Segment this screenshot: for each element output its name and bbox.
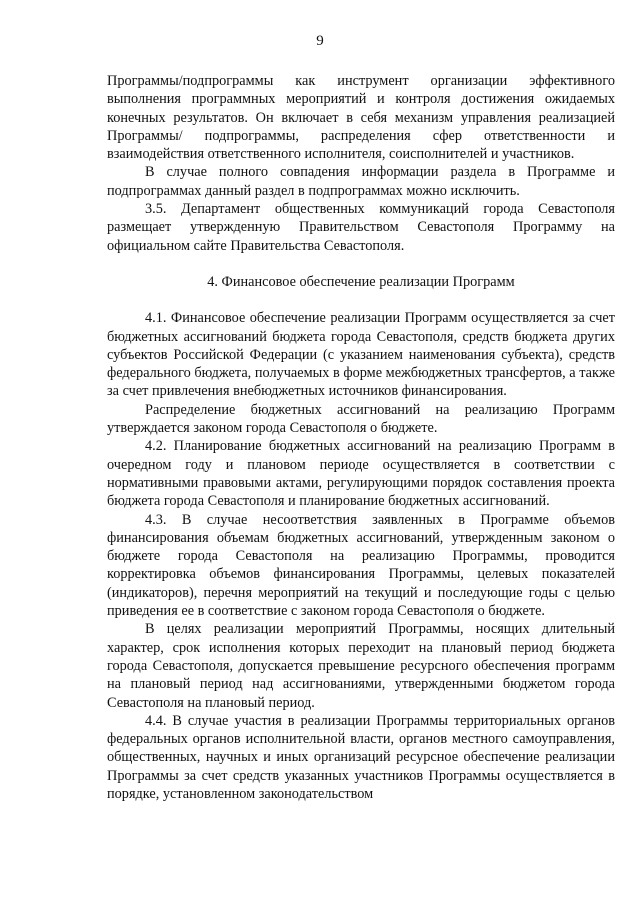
paragraph-4-1: 4.1. Финансовое обеспечение реализации Программ осуществляется за счет бюджетных ассигнований бюджета города Севастополя, средств бюджета других субъектов Российской Федерации (с указанием наименования субъекта), средств федерального бюджета, получаемых в форме межбюджетных трансфертов, а также за счет привлечения внебюджетных источников финансирования. — [107, 310, 615, 400]
paragraph: В случае полного совпадения информации раздела в Программе и подпрограммах данный раздел в подпрограммах можно исключить. — [107, 164, 615, 199]
paragraph-4-4: 4.4. В случае участия в реализации Программы территориальных органов федеральных органов исполнительной власти, органов местного самоуправления, общественных, научных и иных организаций ресурсное обеспечение реализации Программы за счет средств указанных участников Программы осуществляется в порядке, установленном законодательством — [107, 712, 615, 802]
section-heading: 4. Финансовое обеспечение реализации Программ — [207, 273, 515, 290]
document-body — [107, 72, 615, 803]
paragraph-4-2: 4.2. Планирование бюджетных ассигнований на реализацию Программ в очередном году и плановом периоде осуществляется в соответствии с нормативными правовыми актами, регулирующими порядок составления проекта бюджета города Севастополя и планирование бюджетных ассигнований. — [107, 438, 615, 510]
paragraph: Распределение бюджетных ассигнований на реализацию Программ утверждается законом города Севастополя о бюджете. — [107, 401, 615, 437]
paragraph-continuation: Программы/подпрограммы как инструмент организации эффективного выполнения программных мероприятий и контроля достижения ожидаемых конечных результатов. Он включает в себя механизм управления реализацией Программы/ подпрограммы, распределения сфер ответственности и взаимодействия ответственного исполнителя, соисполнителей и участников. — [107, 73, 615, 163]
paragraph: В целях реализации мероприятий Программы, носящих длительный характер, срок исполнения которых переходит на плановый период бюджета города Севастополя, допускается превышение ресурсного обеспечения программ на плановый период над ассигнованиями, утвержденными бюджетом города Севастополя на плановый период. — [107, 621, 615, 711]
paragraph-4-3: 4.3. В случае несоответствия заявленных в Программе объемов финансирования объемам бюджетных ассигнований, утвержденным законом о бюджете города Севастополя на реализацию Программы, проводится корректировка объемов финансирования Программы, целевых показателей (индикаторов), перечня мероприятий на текущий и последующие годы с целью приведения ее в соответствие с законом города Севастополя о бюджете. — [107, 511, 615, 620]
page-number: 9 — [316, 33, 324, 49]
paragraph-3-5: 3.5. Департамент общественных коммуникаций города Севастополя размещает утвержденную Правительством Севастополя Программу на официальном сайте Правительства Севастополя. — [107, 201, 615, 254]
